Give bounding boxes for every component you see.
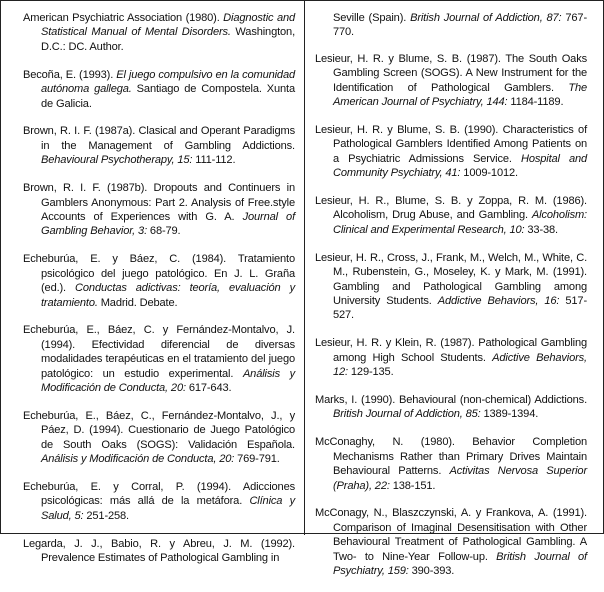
reference-source: Addictive Behaviors, 16: <box>437 295 560 307</box>
reference-pages: 617-643. <box>185 382 232 395</box>
reference-entry <box>315 123 587 181</box>
reference-text: Echeburúa, E. y Báez, C. (1984). Tratamiento psicológico del juego patológico. En J. L. Graña (ed.). <box>23 253 295 295</box>
reference-entry <box>23 409 295 467</box>
reference-pages: 1009-1012. <box>460 167 518 180</box>
reference-entry <box>23 68 295 111</box>
reference-text: Lesieur, H. R. y Blume, S. B. (1990). Characteristics of Pathological Gamblers Identified Among Patients on a Psychiatric Admissions Service. <box>315 123 587 165</box>
reference-pages: 517-527. <box>333 295 587 322</box>
reference-source: Análisis y Modificación de Conducta, 20: <box>41 453 235 466</box>
reference-text: Lesieur, H. R. y Blume, S. B. (1987). The South Oaks Gambling Screen (SOGS). A New Instrument for the Identification of Pathological Gamblers. <box>315 52 587 94</box>
reference-source: Análisis y Modificación de Conducta, 20: <box>41 367 295 395</box>
reference-entry <box>315 506 587 578</box>
reference-entry <box>315 251 587 323</box>
reference-entry <box>23 124 295 167</box>
reference-pages: 33-38. <box>524 223 558 236</box>
reference-source: Alcoholism: Clinical and Experimental Research, 10: <box>333 209 587 236</box>
reference-pages: 138-151. <box>389 479 436 492</box>
reference-entry <box>315 194 587 237</box>
reference-entry <box>315 52 587 110</box>
reference-text: Echeburúa, E. y Corral, P. (1994). Adicciones psicológicas: más allá de la metáfora. <box>23 481 295 508</box>
reference-text: Lesieur, H. R. y Klein, R. (1987). Pathological Gambling among High School Students. <box>315 337 587 364</box>
reference-entry <box>315 435 587 493</box>
reference-text: Echeburúa, E., Báez, C., Fernández-Montalvo, J., y Páez, D. (1994). Cuestionario de Juego Patológico de South Oaks (SOGS): Validación Española. <box>23 409 295 451</box>
reference-text: Legarda, J. J., Babio, R. y Abreu, J. M. (1992). Prevalence Estimates of Pathological Gambling in <box>23 537 295 565</box>
reference-pages: 767-770. <box>333 12 587 39</box>
reference-pages: Washington, D.C.: DC. Author. <box>41 26 295 53</box>
reference-source: Conductas adictivas: teoría, evaluación y tratamiento. <box>41 282 295 309</box>
reference-pages: 769-791. <box>234 453 280 466</box>
reference-entry <box>23 537 295 566</box>
column-divider <box>304 1 305 535</box>
reference-source: Activitas Nervosa Superior (Praha), 22: <box>333 465 587 492</box>
reference-pages: 251-258. <box>83 509 129 522</box>
reference-source: Adictive Behaviors, 12: <box>333 351 587 379</box>
reference-text: McConagy, N., Blaszczynski, A. y Frankova, A. (1991). Comparison of Imaginal Desensitisation with Other Behavioural Treatment of Pathological Gambling. A Two- to Nine-Year Follow-up. <box>315 507 587 563</box>
reference-source: Clínica y Salud, 5: <box>41 495 295 522</box>
reference-pages: 390-393. <box>408 565 455 578</box>
reference-pages: 1389-1394. <box>480 408 539 421</box>
reference-entry <box>315 393 587 422</box>
reference-source: The American Journal of Psychiatry, 144: <box>333 81 587 109</box>
reference-text: Brown, R. I. F. (1987a). Clasical and Operant Paradigms in the Management of Gambling Addictions. <box>23 125 295 152</box>
reference-entry <box>23 11 295 54</box>
reference-continuation <box>315 11 587 40</box>
left-column <box>23 11 295 579</box>
reference-text: Echeburúa, E., Báez, C. y Fernández-Montalvo, J. (1994). Efectividad diferencial de diversas modalidades terapéuticas en el tratamiento del juego patológico: un estudio experimental. <box>23 324 295 380</box>
reference-entry <box>23 323 295 395</box>
reference-text: Lesieur, H. R., Blume, S. B. y Zoppa, R. M. (1986). Alcoholism, Drug Abuse, and Gambling. <box>315 195 587 222</box>
reference-pages: Madrid. Debate. <box>97 296 178 309</box>
reference-text: Seville (Spain). <box>333 12 411 24</box>
reference-pages: 1184-1189. <box>507 96 564 109</box>
right-column <box>315 11 587 592</box>
reference-source: El juego compulsivo en la comunidad autónoma gallega. <box>41 68 295 96</box>
reference-source: British Journal of Addiction, 85: <box>333 408 481 421</box>
reference-text: Becoña, E. (1993). <box>23 68 117 81</box>
reference-text: Marks, I. (1990). Behavioural (non-chemical) Addictions. <box>315 394 587 407</box>
reference-pages: Santiago de Compostela. Xunta de Galicia. <box>41 83 295 110</box>
reference-source: Journal of Gambling Behavior, 3: <box>41 210 295 238</box>
reference-source: British Journal of Psychiatry, 159: <box>333 550 587 578</box>
reference-source: Diagnostic and Statistical Manual of Mental Disorders. <box>41 12 295 39</box>
reference-pages: 111-112. <box>192 154 236 167</box>
reference-text: McConaghy, N. (1980). Behavior Completion Mechanisms Rather than Primary Drives Maintain Behavioural Patterns. <box>315 436 587 478</box>
reference-source: British Journal of Addiction, 87: <box>410 12 562 24</box>
reference-text: Brown, R. I. F. (1987b). Dropouts and Continuers in Gamblers Anonymous: Part 2. Analysis of Free.style Accounts of Experiences with G. A. <box>23 182 295 223</box>
reference-pages: 129-135. <box>347 366 394 379</box>
reference-text: Lesieur, H. R., Cross, J., Frank, M., Welch, M., White, C. M., Rubenstein, G., Moseley, K. y Mark, M. (1991). Gambling and Pathological Gambling among University Students. <box>315 251 587 307</box>
reference-entry <box>23 480 295 523</box>
reference-entry <box>315 336 587 379</box>
reference-pages: 68-79. <box>147 225 181 238</box>
reference-text: American Psychiatric Association (1980). <box>23 12 224 24</box>
reference-source: Behavioural Psychotherapy, 15: <box>41 154 193 167</box>
reference-source: Hospital and Community Psychiatry, 41: <box>333 152 588 180</box>
reference-entry <box>23 181 295 239</box>
reference-entry <box>23 252 295 310</box>
